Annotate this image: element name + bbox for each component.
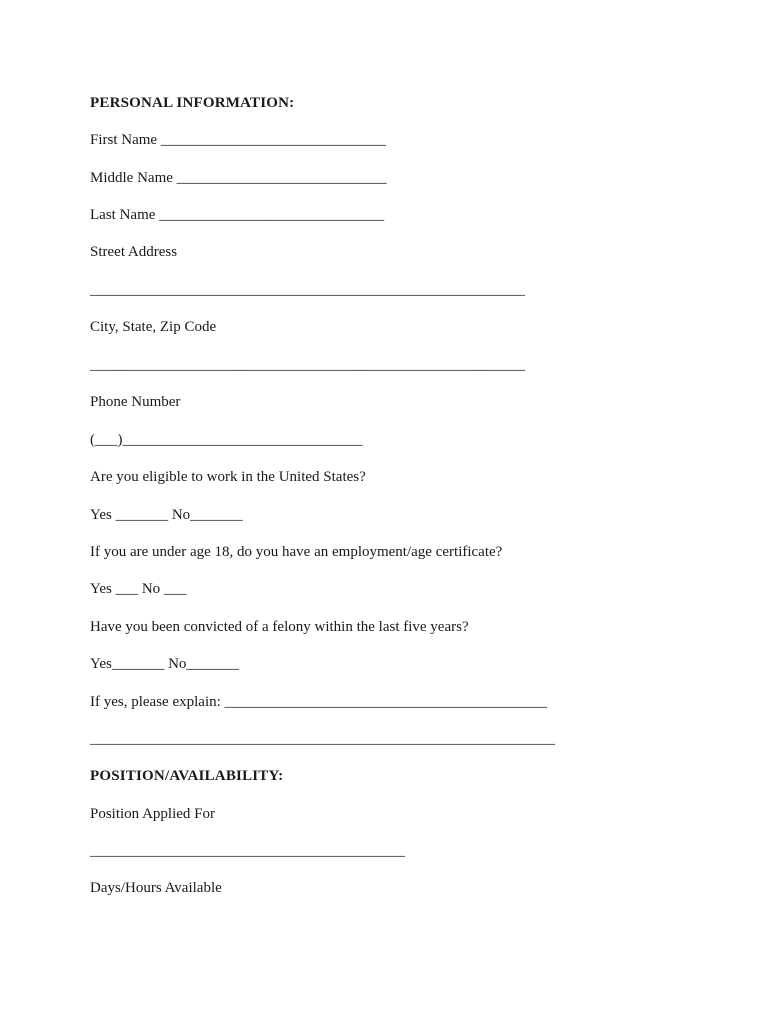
felony-question: Have you been convicted of a felony within the last five years? bbox=[90, 619, 469, 635]
age-certificate-question: If you are under age 18, do you have an employment/age certificate? bbox=[90, 544, 503, 560]
last-name-field[interactable]: Last Name ______________________________ bbox=[90, 207, 385, 223]
street-address-label: Street Address bbox=[90, 244, 178, 260]
first-name-field[interactable]: First Name ______________________________ bbox=[90, 132, 386, 148]
phone-number-field[interactable]: (___)________________________________ bbox=[90, 432, 363, 448]
felony-explain-continuation[interactable]: ______________________________________________________________ bbox=[90, 731, 555, 747]
middle-name-field[interactable]: Middle Name ____________________________ bbox=[90, 170, 387, 186]
days-hours-label: Days/Hours Available bbox=[90, 880, 222, 896]
phone-number-label: Phone Number bbox=[90, 394, 181, 410]
work-eligibility-answer[interactable]: Yes _______ No_______ bbox=[90, 507, 243, 523]
personal-information-heading: PERSONAL INFORMATION: bbox=[90, 95, 295, 111]
street-address-field[interactable]: __________________________________________________________ bbox=[90, 282, 525, 298]
position-applied-label: Position Applied For bbox=[90, 806, 216, 822]
age-certificate-answer[interactable]: Yes ___ No ___ bbox=[90, 581, 187, 597]
city-state-zip-field[interactable]: __________________________________________________________ bbox=[90, 357, 525, 373]
felony-answer[interactable]: Yes_______ No_______ bbox=[90, 656, 239, 672]
city-state-zip-label: City, State, Zip Code bbox=[90, 319, 217, 335]
work-eligibility-question: Are you eligible to work in the United States? bbox=[90, 469, 366, 485]
felony-explain-field[interactable]: If yes, please explain: ___________________________________________ bbox=[90, 694, 548, 710]
position-availability-heading: POSITION/AVAILABILITY: bbox=[90, 768, 284, 784]
position-applied-field[interactable]: __________________________________________ bbox=[90, 843, 405, 859]
